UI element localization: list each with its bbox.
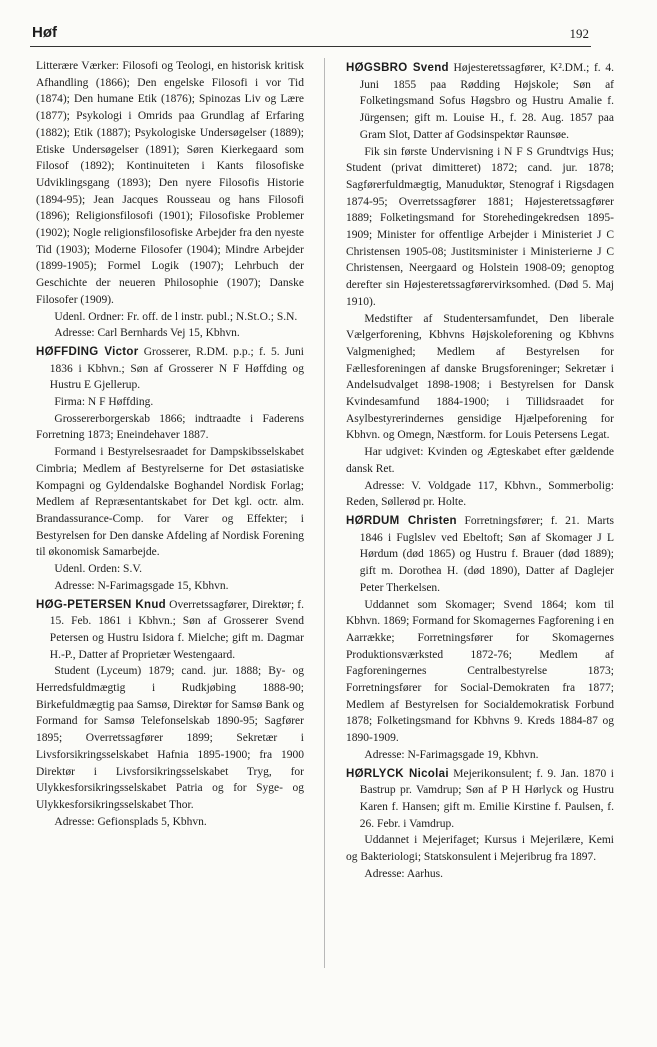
entry-name: HØG-PETERSEN Knud: [36, 598, 166, 611]
entry-paragraph: Formand i Bestyrelsesraadet for Dampskibsselskabet Cimbria; Medlem af Bestyrelserne for Det østasiatiske Kompagni og Gyldendalske Boghandel Nordisk Forlag; Medlem af Repræsentantskabet for Det kgl. octr. alm. Brandassurance-Comp. for Varer og Effekter; i Bestyrelsen for Den danske Afdeling af Nordisk Forening til økonomisk Samarbejde.: [36, 446, 304, 559]
lead-in-paragraph: Adresse: Carl Bernhards Vej 15, Kbhvn.: [54, 327, 240, 340]
column-divider: [324, 58, 325, 968]
entry-intro: Forretningsfører; f. 21. Marts 1846 i Fuglslev ved Ebeltoft; Søn af Skomager J L Hørdum (død 1865) og Hustru f. Brauer (død 1889); gift m. Dorothea H. (død 1890), Datter af Daglejer Peter Therkelsen.: [359, 514, 614, 594]
entry-paragraph: Har udgivet: Kvinden og Ægteskabet efter gældende dansk Ret.: [346, 446, 614, 475]
entry-paragraph: Medstifter af Studentersamfundet, Den liberale Vælgerforening, Kbhvns Højskoleforening og Kbhvns Valgmenighed; Medlem af Bestyrelsen for Fællesforeningen af danske Brugsforeninger; Sekretær i Andelsudvalget 1898-1908; i Bestyrelsen for Dansk Kvindesamfund 1884-1900; i Tillidsraadet for Asylbestyrerindernes gensidige Hjælpeforening for Kbhvn. og Omegn, Næstform. for Louis Petersens Legat.: [346, 312, 614, 442]
right-column: [346, 58, 614, 882]
entry-intro: Mejerikonsulent; f. 9. Jan. 1870 i Bastrup pr. Vamdrup; Søn af P H Hørlyck og Hustru Karen f. Hansen; gift m. Emilie Kirstine f. Paulsen, f. 26. Febr. i Vamdrup.: [359, 767, 614, 830]
entry-paragraph: Student (Lyceum) 1879; cand. jur. 1888; By- og Herredsfuldmægtig i Rudkjøbing 1888-90; Birkefuldmægtig paa Samsø, Direktør for Samsø Bank og Formand for Samsø Telefonselskab 1890-95; Sagfører 1895; Overretssagfører 1899; Sekretær i Livsforsikringsselskabet Hafnia 1895-1900; fra 1900 Direktør i Livsforsikringsselskabet Tryg, for Ulykkesforsikringsselskabet Patria og for Syge- og Ulykkesforsikringsselskabet Thor.: [36, 665, 304, 811]
entry-heading: [36, 597, 304, 664]
entry-paragraph: Udenl. Orden: S.V.: [54, 563, 143, 576]
lead-in-paragraph: Litterære Værker: Filosofi og Teologi, en historisk kritisk Afhandling (1866); Den engelske Filosofi i vor Tid (1874); Den humane Etik (1876); Spinozas Liv og Lære (1877); Psykologi i Omrids paa Grundlag af Erfaring (1882); Etik (1887); Psykologiske Undersøgelser (1889); Etiske Undersøgelser (1891); Søren Kierkegaard som Filosof (1892); Kontinuiteten i Kants filosofiske Udviklingsgang (1893); Den nyere Filosofis Historie (1894-95); Jean Jacques Rousseau og hans Filosofi (1896); Religionsfilosofi (1901); Filosofiske Problemer (1902); Nogle religionsfilosofiske Arbejder fra den nyeste Tid (1903); Moderne Filosofer (1904); Mindre Arbejder (1899-1905); Formel Logik (1907); Lehrbuch der Geschichte der neueren Philosophie (1907); Danske Filosofer (1909).: [36, 60, 304, 306]
entry-paragraph: Adresse: V. Voldgade 117, Kbhvn., Sommerbolig: Reden, Søllerød pr. Holte.: [346, 479, 614, 509]
entry-paragraph: Adresse: Aarhus.: [364, 867, 443, 880]
left-column: [36, 58, 304, 830]
entry-name: HØRLYCK Nicolai: [346, 767, 449, 780]
entry-heading: [346, 513, 614, 597]
entry-paragraph: Uddannet som Skomager; Svend 1864; kom til Kbhvn. 1869; Formand for Skomagernes Fagforening i en Aarrække; Forretningsfører for Skomagernes Produktionsværksted 1872-76; Medlem af Fagforeningernes Centralbestyrelse 1873; Forretningsfører for Social-Demokraten fra 1877; Medlem af Bestyrelsen for Socialdemokratisk Forbund 1878; Folketingsmand for Kbhvns 9. Kreds 1884-87 og 1890-1909.: [346, 598, 614, 745]
entry-name: HØRDUM Christen: [346, 514, 457, 527]
entry-heading: [36, 344, 304, 394]
header-rule: [30, 46, 591, 47]
entry-paragraph: Firma: N F Høffding.: [54, 396, 154, 409]
entry-intro: Højesteretssagfører, K².DM.; f. 4. Juni 1855 paa Rødding Højskole; Søn af Folketingsmand Sofus Høgsbro og Hustru Amalie f. Jürgensen; gift m. Louise H., f. 28. Aug. 1857 paa Gram Slot, Datter af Godsinspektør Raunsøe.: [359, 62, 614, 141]
entry-paragraph: Fik sin første Undervisning i N F S Grundtvigs Hus; Student (privat dimitteret) 1872; cand. jur. 1878; Sagførerfuldmægtig, Manuduktør, Stenograf i Rigsdagen 1874-95; Overretssagfører 1881; Højesteretssagfører 1889; Folketingsmand for Storehedingekredsen 1895-1909; Minister for offentlige Arbejder i Ministeriet J C Christensen 1905-08; Justitsminister i Ministerierne J C Christensen, Neergaard og Holstein 1908-09; genoptog derefter sin Højesteretssagførervirksomhed. (Død 5. Maj 1910).: [346, 145, 614, 308]
lead-in-paragraph: Udenl. Ordner: Fr. off. de l instr. publ.; N.St.O.; S.N.: [54, 310, 298, 323]
running-header: Høf: [32, 24, 57, 41]
page-number: 192: [569, 26, 589, 41]
entry-paragraph: Adresse: N-Farimagsgade 15, Kbhvn.: [54, 579, 229, 592]
entry-heading: [346, 766, 614, 833]
entry-paragraph: Adresse: Gefionsplads 5, Kbhvn.: [54, 815, 207, 828]
entry-paragraph: Uddannet i Mejerifaget; Kursus i Mejerilære, Kemi og Bakteriologi; Statskonsulent i Mejeribrug fra 1897.: [346, 834, 614, 864]
entry-heading: [346, 60, 614, 144]
entry-name: HØGSBRO Svend: [346, 62, 449, 74]
entry-paragraph: Adresse: N-Farimagsgade 19, Kbhvn.: [364, 748, 539, 761]
entry-name: HØFFDING Victor: [36, 345, 139, 358]
entry-paragraph: Grossererborgerskab 1866; indtraadte i Faderens Forretning 1873; Eneindehaver 1887.: [36, 412, 304, 442]
entry-intro: Grosserer, R.DM. p.p.; f. 5. Juni 1836 i Kbhvn.; Søn af Grosserer N F Høffding og Hustru E Gjellerup.: [49, 345, 304, 392]
entry-intro: Overretssagfører, Direktør; f. 15. Feb. 1861 i Kbhvn.; Søn af Grosserer Svend Petersen og Hustru Isidora f. Mielche; gift m. Dagmar H.-P., Datter af Proprietær Westengaard.: [49, 598, 305, 661]
